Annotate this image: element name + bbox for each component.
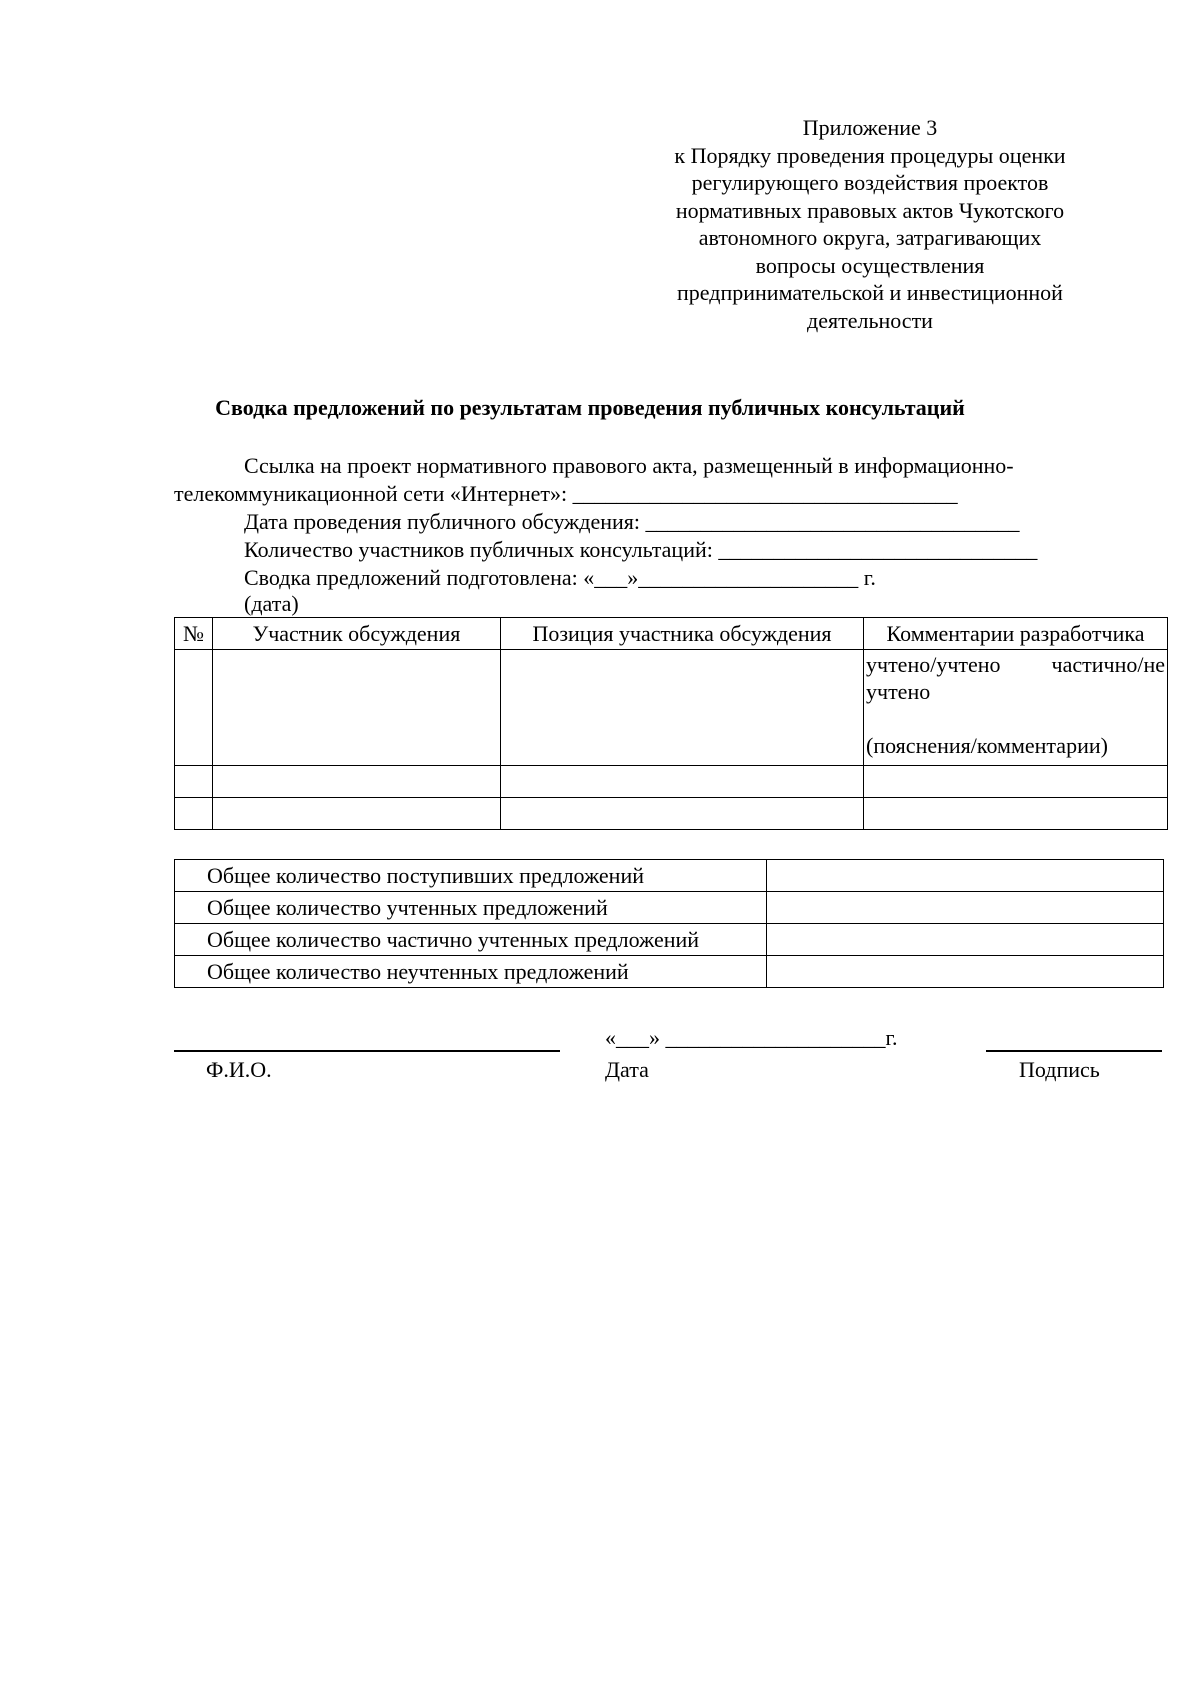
discussion-date-field: Дата проведения публичного обсуждения: __________________________________: [244, 509, 1020, 534]
dev-comment-status: учтено/учтено частично/не учтено: [866, 652, 1165, 704]
appendix-line: автономного округа, затрагивающих: [698, 225, 1042, 250]
totals-label: Общее количество учтенных предложений: [175, 892, 767, 924]
header-participant: Участник обсуждения: [213, 618, 501, 650]
header-position: Позиция участника обсуждения: [501, 618, 864, 650]
date-hint: (дата): [244, 591, 299, 616]
totals-label: Общее количество поступивших предложений: [175, 860, 767, 892]
totals-row: [175, 860, 1164, 892]
totals-value: [767, 956, 1164, 988]
cell-position: [501, 766, 864, 798]
appendix-heading: [640, 114, 1100, 334]
totals-value: [767, 892, 1164, 924]
link-field-line1: Ссылка на проект нормативного правового акта, размещенный в информационно-: [244, 453, 1014, 478]
totals-row: [175, 924, 1164, 956]
participants-count-field: Количество участников публичных консультаций: _____________________________: [244, 537, 1038, 562]
cell-position: [501, 650, 864, 766]
appendix-line: нормативных правовых актов Чукотского: [675, 197, 1065, 223]
totals-label: Общее количество частично учтенных предложений: [175, 924, 767, 956]
dev-comment-hint: (пояснения/комментарии): [866, 733, 1108, 758]
link-field-line2: телекоммуникационной сети «Интернет»: ___________________________________: [174, 481, 958, 506]
signature-line: [986, 1050, 1162, 1052]
proposals-table: [174, 617, 1168, 830]
table-header-row: [175, 618, 1168, 650]
signature-label: Подпись: [1019, 1057, 1100, 1082]
cell-dev-comment: [864, 766, 1168, 798]
appendix-line: вопросы осуществления: [755, 252, 985, 278]
table-row: [175, 766, 1168, 798]
signature-date: «___» ____________________г.: [605, 1025, 898, 1050]
appendix-line: регулирующего воздействия проектов: [691, 170, 1049, 195]
table-row: [175, 798, 1168, 830]
totals-table: [174, 859, 1164, 988]
appendix-line: предпринимательской и инвестиционной: [677, 280, 1063, 305]
totals-row: [175, 956, 1164, 988]
appendix-line: Приложение 3: [802, 115, 938, 140]
header-number: №: [175, 618, 213, 650]
document-title: Сводка предложений по результатам проведения публичных консультаций: [215, 395, 965, 420]
cell-dev-comment: [864, 650, 1168, 766]
cell-position: [501, 798, 864, 830]
cell-number: [175, 798, 213, 830]
appendix-line: к Порядку проведения процедуры оценки: [674, 142, 1066, 168]
totals-row: [175, 892, 1164, 924]
cell-dev-comment: [864, 798, 1168, 830]
totals-value: [767, 860, 1164, 892]
cell-number: [175, 766, 213, 798]
cell-participant: [213, 798, 501, 830]
date-label: Дата: [605, 1057, 649, 1082]
fio-label: Ф.И.О.: [206, 1057, 272, 1082]
prepared-date-field: Сводка предложений подготовлена: «___»____________________ г.: [244, 565, 876, 590]
cell-participant: [213, 766, 501, 798]
appendix-line: деятельности: [807, 307, 933, 333]
cell-number: [175, 650, 213, 766]
totals-label: Общее количество неучтенных предложений: [175, 956, 767, 988]
table-row: [175, 650, 1168, 766]
fio-signature-line: [174, 1050, 560, 1052]
totals-value: [767, 924, 1164, 956]
cell-participant: [213, 650, 501, 766]
header-dev-comments: Комментарии разработчика: [864, 618, 1168, 650]
